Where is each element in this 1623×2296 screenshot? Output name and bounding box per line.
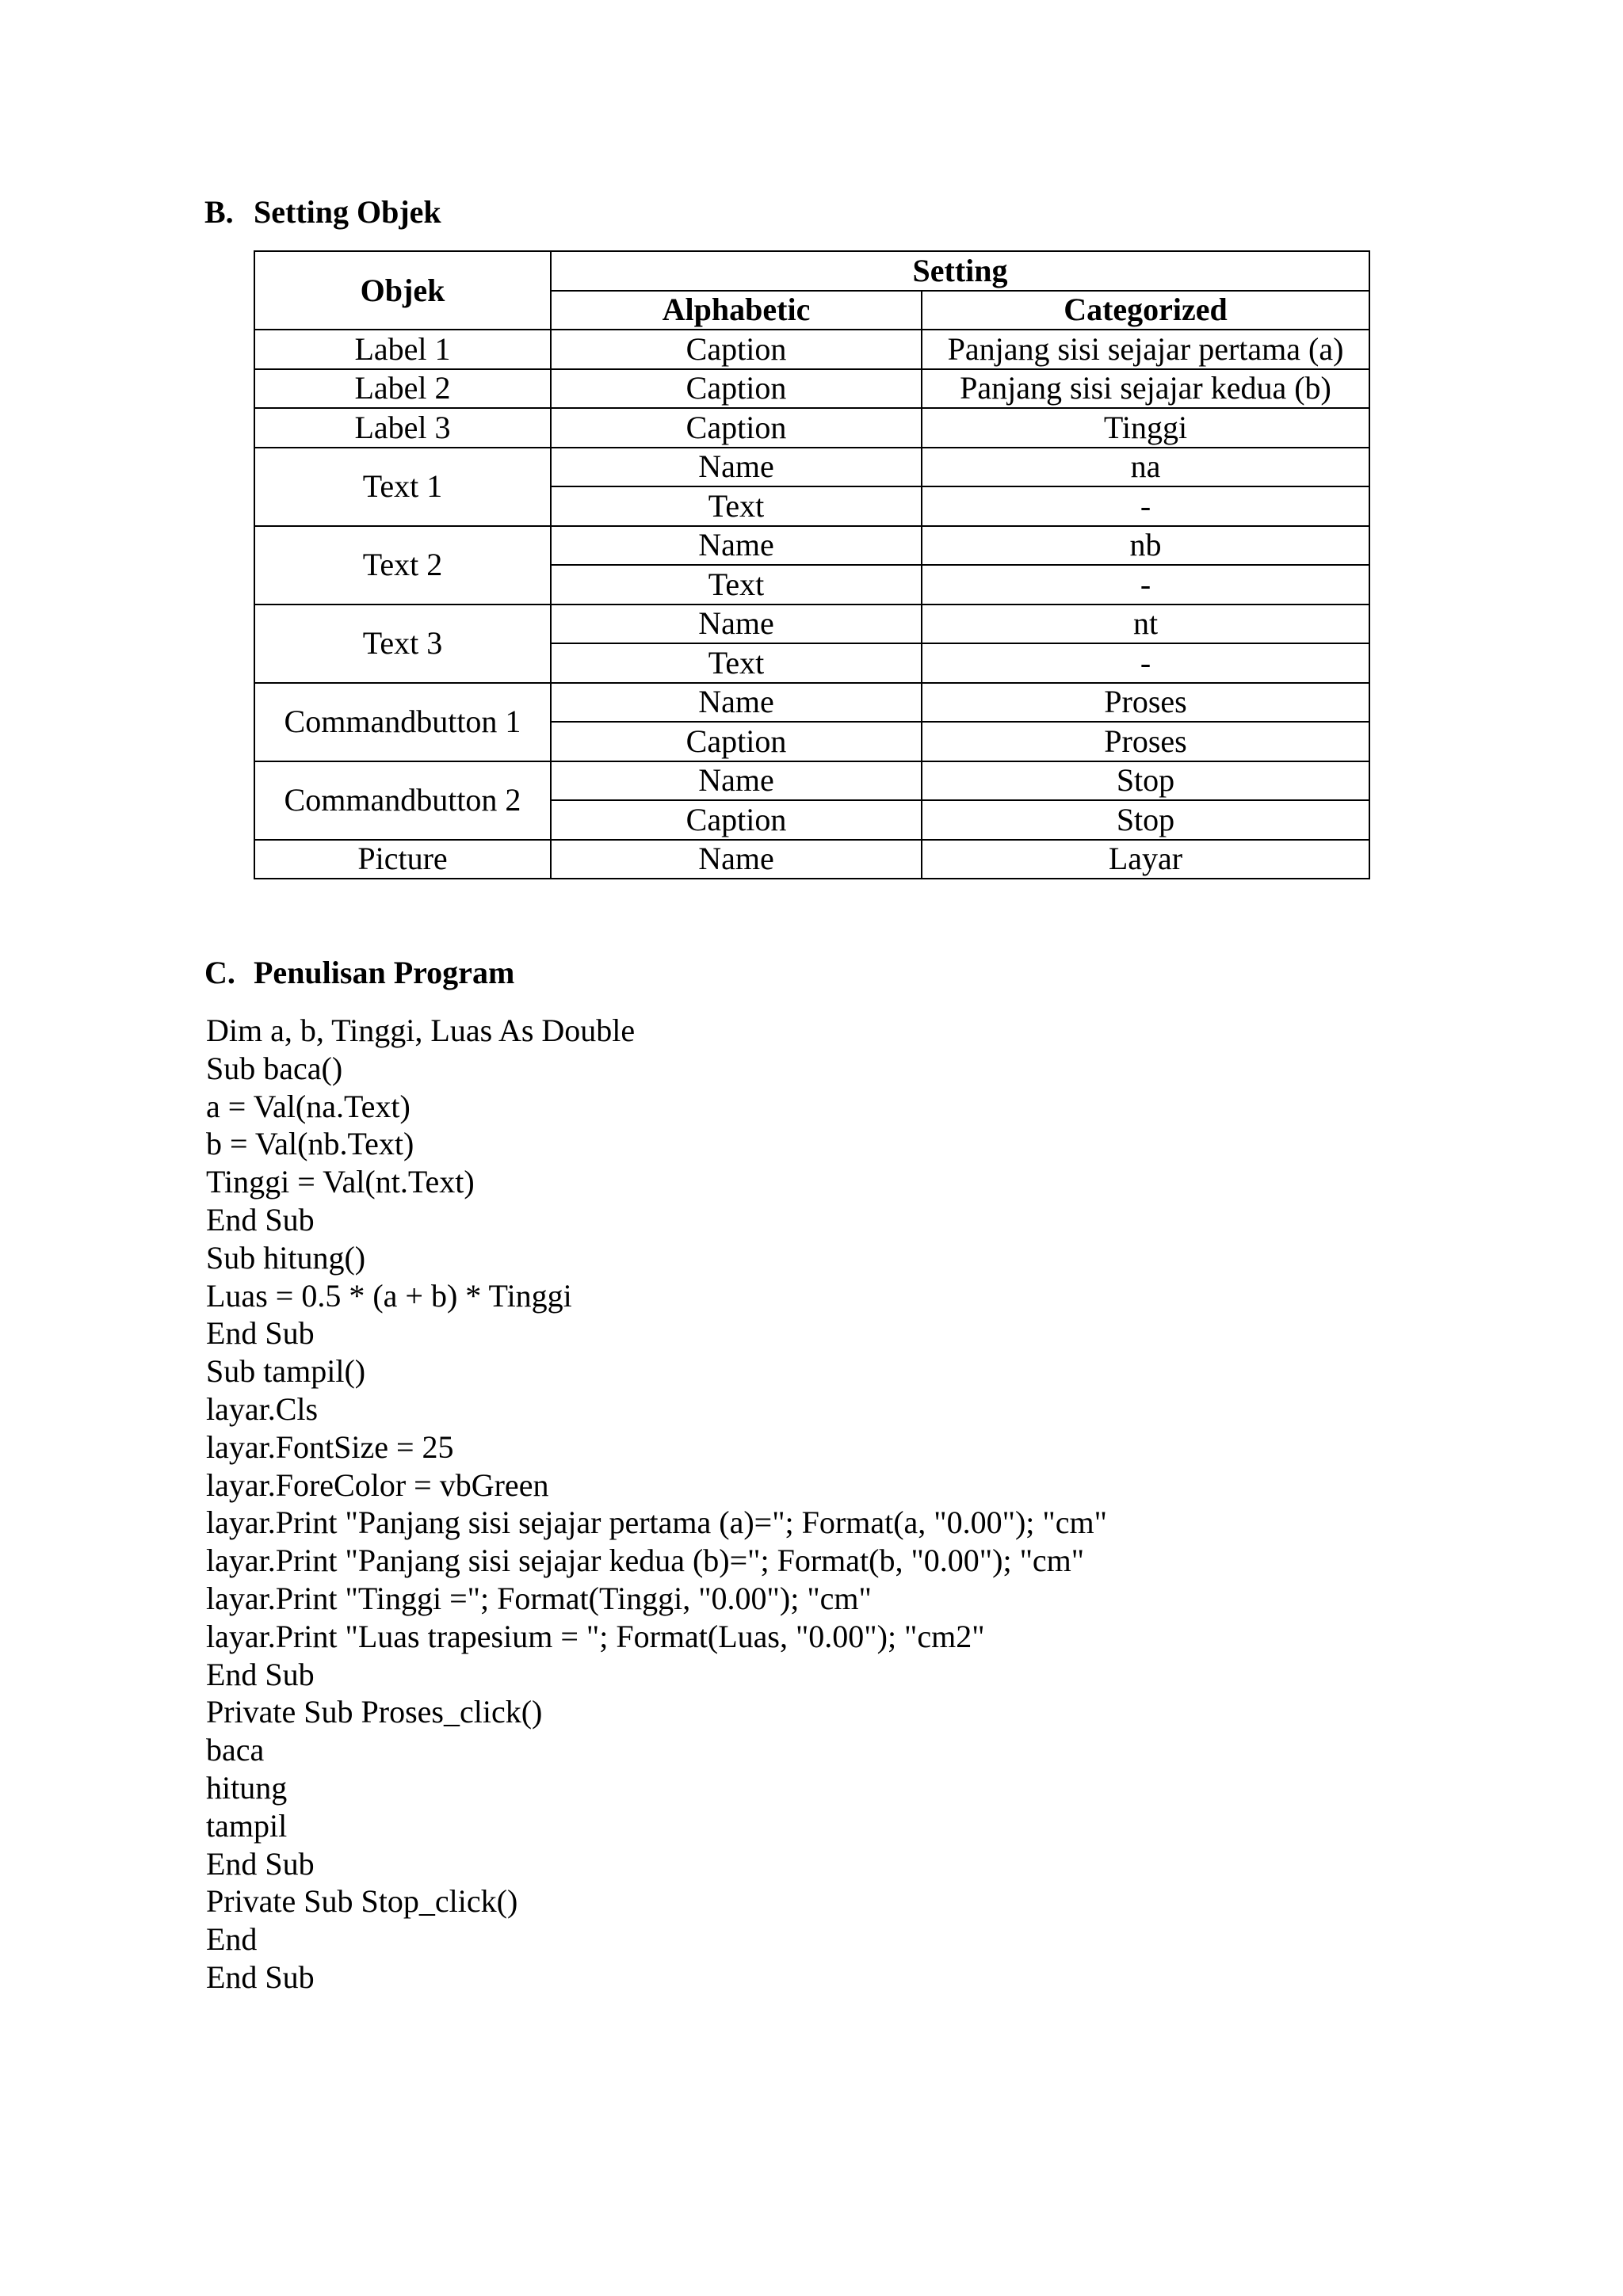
cell-alphabetic: Name <box>551 448 922 487</box>
code-line: layar.Cls <box>206 1390 319 1427</box>
cell-objek: Text 2 <box>254 526 551 605</box>
code-line: b = Val(nb.Text) <box>206 1126 414 1162</box>
code-line: Sub hitung() <box>206 1239 366 1276</box>
code-line: layar.Print "Tinggi ="; Format(Tinggi, "0.00"); "cm" <box>206 1580 872 1616</box>
cell-alphabetic: Text <box>551 486 922 526</box>
table-row <box>254 683 1369 723</box>
table-row <box>254 408 1369 448</box>
table-row <box>254 369 1369 409</box>
cell-objek: Label 3 <box>254 408 551 448</box>
cell-objek: Commandbutton 2 <box>254 761 551 840</box>
header-setting: Setting <box>551 251 1369 291</box>
cell-objek: Picture <box>254 840 551 879</box>
cell-categorized: Layar <box>922 840 1369 879</box>
section-c-heading <box>204 954 514 992</box>
table-header-row <box>254 251 1369 291</box>
code-line: layar.Print "Luas trapesium = "; Format(Luas, "0.00"); "cm2" <box>206 1618 985 1654</box>
section-c-title: Penulisan Program <box>254 955 515 990</box>
code-line: Private Sub Stop_click() <box>206 1883 518 1920</box>
code-line: Luas = 0.5 * (a + b) * Tinggi <box>206 1277 572 1314</box>
cell-categorized: - <box>922 565 1369 605</box>
cell-categorized: - <box>922 643 1369 683</box>
cell-alphabetic: Text <box>551 565 922 605</box>
code-line: layar.FontSize = 25 <box>206 1428 454 1465</box>
code-line: End Sub <box>206 1958 315 1995</box>
cell-categorized: - <box>922 486 1369 526</box>
cell-alphabetic: Caption <box>551 408 922 448</box>
cell-categorized: Proses <box>922 722 1369 761</box>
cell-alphabetic: Caption <box>551 369 922 409</box>
cell-alphabetic: Name <box>551 683 922 723</box>
code-line: layar.ForeColor = vbGreen <box>206 1466 549 1503</box>
code-line: hitung <box>206 1769 288 1806</box>
code-line: layar.Print "Panjang sisi sejajar kedua (b)="; Format(b, "0.00"); "cm" <box>206 1543 1085 1579</box>
code-line: tampil <box>206 1807 288 1844</box>
cell-alphabetic: Text <box>551 643 922 683</box>
cell-alphabetic: Caption <box>551 800 922 840</box>
section-b-number: B. <box>204 194 234 230</box>
code-line: a = Val(na.Text) <box>206 1088 411 1124</box>
cell-alphabetic: Caption <box>551 330 922 369</box>
code-line: layar.Print "Panjang sisi sejajar pertama (a)="; Format(a, "0.00"); "cm" <box>206 1505 1107 1541</box>
cell-categorized: Tinggi <box>922 408 1369 448</box>
cell-categorized: na <box>922 448 1369 487</box>
table-row <box>254 605 1369 644</box>
table-row <box>254 330 1369 369</box>
cell-objek: Text 1 <box>254 448 551 526</box>
code-line: End Sub <box>206 1315 315 1352</box>
cell-alphabetic: Name <box>551 761 922 801</box>
header-categorized: Categorized <box>922 291 1369 330</box>
code-line: Sub baca() <box>206 1050 343 1086</box>
cell-categorized: nt <box>922 605 1369 644</box>
program-code-block <box>206 1012 1107 1997</box>
cell-objek: Text 3 <box>254 605 551 683</box>
section-b-heading <box>204 193 441 231</box>
code-line: End Sub <box>206 1845 315 1882</box>
code-line: End Sub <box>206 1201 315 1238</box>
cell-alphabetic: Name <box>551 605 922 644</box>
setting-objek-table <box>254 250 1370 879</box>
cell-categorized: Panjang sisi sejajar kedua (b) <box>922 369 1369 409</box>
code-line: Private Sub Proses_click() <box>206 1694 543 1730</box>
cell-categorized: nb <box>922 526 1369 566</box>
cell-alphabetic: Caption <box>551 722 922 761</box>
code-line: Tinggi = Val(nt.Text) <box>206 1164 475 1200</box>
cell-objek: Label 2 <box>254 369 551 409</box>
header-objek: Objek <box>254 251 551 330</box>
table-row <box>254 448 1369 487</box>
cell-categorized: Stop <box>922 761 1369 801</box>
code-line: End Sub <box>206 1656 315 1692</box>
code-line: Sub tampil() <box>206 1353 366 1390</box>
section-b-title: Setting Objek <box>254 194 441 230</box>
code-line: End <box>206 1921 258 1958</box>
table-body <box>254 330 1369 879</box>
cell-objek: Commandbutton 1 <box>254 683 551 761</box>
cell-categorized: Panjang sisi sejajar pertama (a) <box>922 330 1369 369</box>
table-row <box>254 761 1369 801</box>
cell-categorized: Stop <box>922 800 1369 840</box>
cell-alphabetic: Name <box>551 840 922 879</box>
table-row <box>254 840 1369 879</box>
header-alphabetic: Alphabetic <box>551 291 922 330</box>
cell-objek: Label 1 <box>254 330 551 369</box>
code-line: Dim a, b, Tinggi, Luas As Double <box>206 1013 636 1048</box>
section-c-number: C. <box>204 955 235 990</box>
cell-alphabetic: Name <box>551 526 922 566</box>
code-line: baca <box>206 1732 265 1768</box>
table-row <box>254 526 1369 566</box>
cell-categorized: Proses <box>922 683 1369 723</box>
